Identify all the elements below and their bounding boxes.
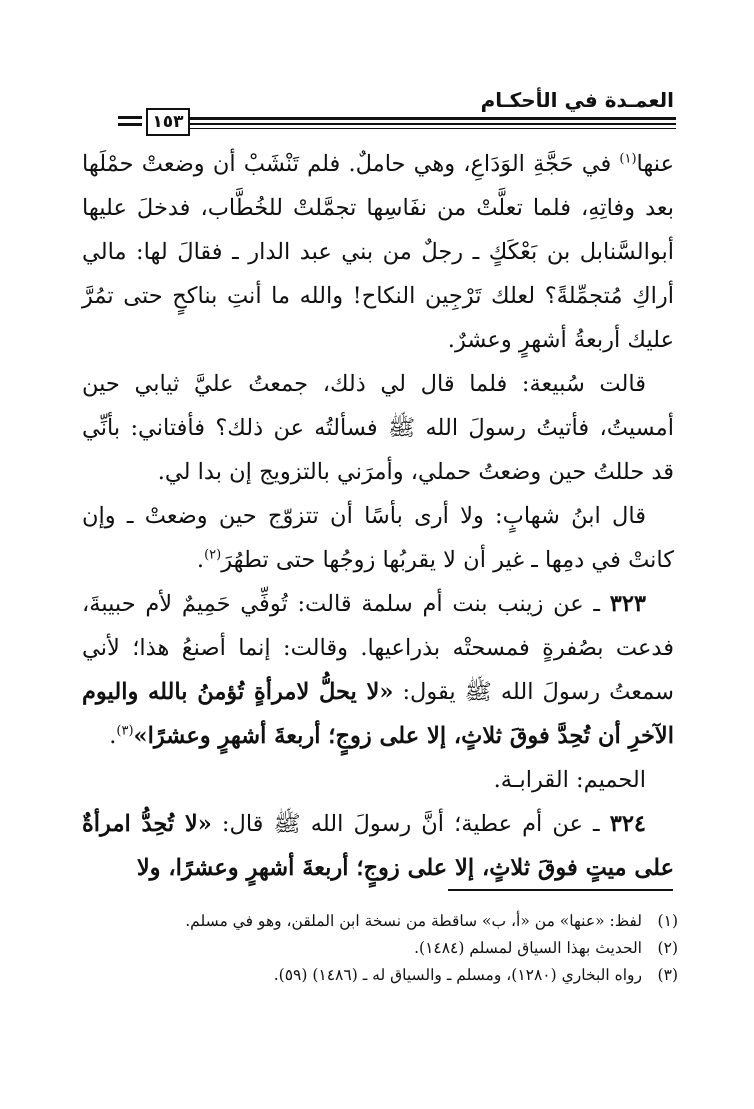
footnote-ref[interactable]: (٣) [116, 723, 134, 739]
footnote-mark: (٢) [657, 939, 678, 957]
header-rule [190, 117, 676, 120]
header-rule-left [118, 123, 142, 126]
hadith-number: ٣٢٤ [609, 811, 646, 837]
hadith-entry: ٣٢٤ ـ عن أم عطية؛ أنَّ رسولَ الله ﷺ قال: «لا تُحِدُّ امرأةٌ على ميتٍ فوقَ ثلاثٍ، إلا على زوجٍ؛ أربعةَ أشهرٍ وعشرًا، ولا [82, 811, 674, 881]
footnote-separator [448, 889, 673, 891]
main-text [82, 142, 674, 890]
hadith-entry: ٣٢٣ ـ عن زينب بنت أم سلمة قالت: تُوفِّي حَمِيمٌ لأم حبيبةَ، فدعت بصُفرةٍ فمسحتْه بذراعيها. وقالت: إنما أصنعُ هذا؛ لأني سمعتُ رسولَ الله ﷺ يقول: «لا يحلُّ لامرأةٍ تُؤمنُ بالله واليوم الآخرِ أن تُحِدَّ فوقَ ثلاثٍ، إلا على زوجٍ؛ أربعةَ أشهرٍ وعشرًا»$^{(٣)}$. [82, 591, 674, 749]
footnote-ref[interactable]: (٢) [204, 547, 222, 563]
hadith-text: «لا تُحِدُّ امرأةٌ على ميتٍ فوقَ ثلاثٍ، إلا على زوجٍ؛ أربعةَ أشهرٍ وعشرًا، ولا [82, 811, 674, 881]
header-rule-left [118, 116, 142, 119]
footnote-mark: (٣) [657, 966, 678, 984]
footnote-mark: (١) [657, 912, 678, 930]
page-number: ١٥٣ [146, 108, 190, 136]
running-title: العمـدة في الأحكـام [480, 88, 674, 112]
header-rule [190, 123, 676, 125]
header-rule [190, 128, 676, 129]
hadith-number: ٣٢٣ [609, 591, 646, 617]
hadith-text: «لا يحلُّ لامرأةٍ تُؤمنُ بالله واليوم الآخرِ أن تُحِدَّ فوقَ ثلاثٍ، إلا على زوجٍ؛ أربعةَ أشهرٍ وعشرًا» [82, 679, 674, 749]
footnote: (٢)الحديث بهذا السياق لمسلم (١٤٨٤). [82, 935, 678, 962]
gloss: الحميم: القرابـة. [493, 767, 646, 793]
footnote: (٣)رواه البخاري (١٢٨٠)، ومسلم ـ والسياق له ـ (١٤٨٦) (٥٩). [82, 962, 678, 989]
footnotes [82, 908, 678, 989]
paragraph: عنها$^{(١)}$ في حَجَّةِ الوَدَاعِ، وهي حاملٌ. فلم تَنْشَبْ أن وضعتْ حمْلَها بعد وفاتِهِ، فلما تعلَّتْ من نفَاسِها تجمَّلتْ للخُطَّاب، فدخلَ عليها أبوالسَّنابل بن بَعْكَكٍ ـ رجلٌ من بني عبد الدار ـ فقالَ لها: مالي أراكِ مُتجمِّلةً؟ لعلك تَرْجِين النكاح! والله ما أنتِ بناكحٍ حتى تمُرَّ عليك أربعةُ أشهرٍ وعشرٌ. [82, 151, 674, 353]
footnote: (١)لفظ: «عنها» من «أ، ب» ساقطة من نسخة ابن الملقن، وهو في مسلم. [82, 908, 678, 935]
footnote-ref[interactable]: (١) [619, 151, 637, 167]
paragraph: قالت سُبيعة: فلما قال لي ذلك، جمعتُ عليَّ ثيابي حين أمسيتُ، فأتيتُ رسولَ الله ﷺ فسألتُه عن ذلك؟ فأفتاني: بأنِّي قد حللتُ حين وضعتُ حملي، وأمرَني بالتزويج إن بدا لي. [82, 371, 674, 485]
paragraph: قال ابنُ شهابٍ: ولا أرى بأسًا أن تتزوّج حين وضعتْ ـ وإن كانتْ في دمِها ـ غير أن لا يقربُها زوجُها حتى تطهُرَ$^{(٢)}$. [82, 503, 674, 573]
